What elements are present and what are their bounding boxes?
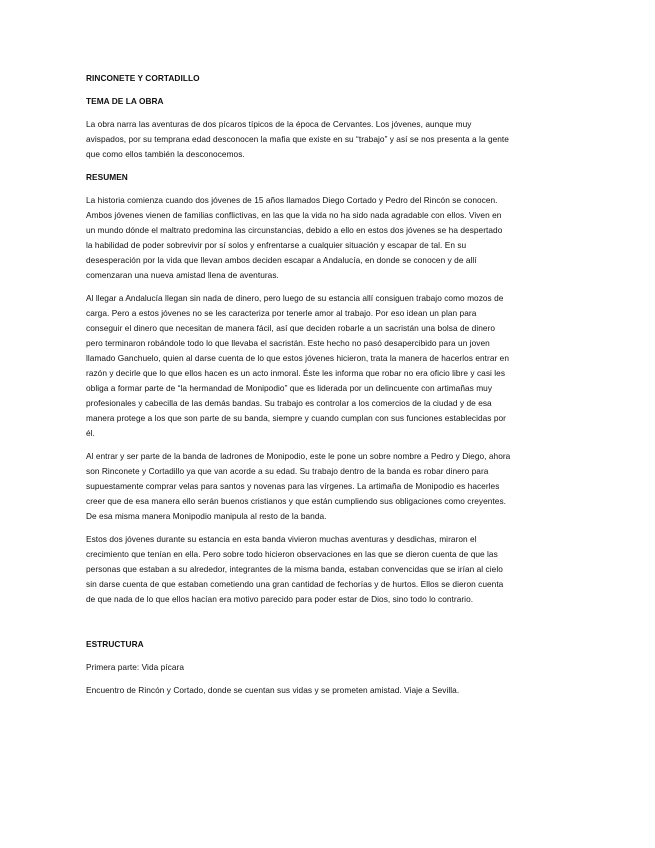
document-title: RINCONETE Y CORTADILLO — [86, 73, 200, 83]
section-spacer — [86, 615, 511, 637]
theme-heading: TEMA DE LA OBRA — [86, 96, 164, 106]
theme-paragraph: La obra narra las aventuras de dos pícaros típicos de la época de Cervantes. Los jóvenes, aunque muy avispados, por su temprana edad desconocen la mafia que existe en su “trabajo” y así se nos presenta a la gente que como ellos también la desconocemos. — [86, 119, 509, 159]
first-part-heading: Primera parte: Vida pícara — [86, 662, 184, 672]
summary-paragraph-4: Estos dos jóvenes durante su estancia en esta banda vivieron muchas aventuras y desdichas, miraron el crecimiento que tenían en ella. Pero sobre todo hicieron observaciones en las que se dieron cuenta de que las personas que estaban a su alrededor, integrantes de la misma banda, estaban convencidas que se irían al cielo sin darse cuenta de que estaban cometiendo una gran cantidad de fechorías y de hurtos. Ellos se dieron cuenta de que nada de lo que ellos hacían era motivo parecido para poder estar de Dios, sino todo lo contrario. — [86, 534, 504, 604]
summary-paragraph-3: Al entrar y ser parte de la banda de ladrones de Monipodio, este le pone un sobre nombre a Pedro y Diego, ahora son Rinconete y Cortadillo ya que van acorde a su edad. Su trabajo dentro de la banda es robar dinero para supuestamente comprar velas para santos y novenas para las vírgenes. La artimaña de Monipodio es hacerles creer que de esa manera ello serán buenos cristianos y que están cumpliendo sus obligaciones como creyentes. De esa misma manera Monipodio manipula al resto de la banda. — [86, 451, 511, 521]
structure-heading: ESTRUCTURA — [86, 639, 144, 649]
summary-paragraph-2: Al llegar a Andalucía llegan sin nada de dinero, pero luego de su estancia allí consiguen trabajo como mozos de carga. Pero a estos jóvenes no se les caracteriza por tenerle amor al trabajo. Por eso idean un plan para conseguir el dinero que necesitan de manera fácil, así que deciden robarle a un sacristán una bolsa de dinero pero terminaron robándole todo lo que llevaba el sacristán. Este hecho no pasó desapercibido para un joven llamado Ganchuelo, quien al darse cuenta de lo que estos jóvenes hicieron, trata la manera de hacerlos entrar en razón y decirle que lo que ellos hacen es un acto inmoral. Éste les informa que robar no era oficio libre y casi les obliga a formar parte de “la hermandad de Monipodio” que es liderada por un delincuente con artimañas muy profesionales y cabecilla de las demás bandas. Su trabajo es controlar a los comercios de la ciudad y de esa manera protege a los que son parte de su banda, siempre y cuando cumplan con sus funciones establecidas por él. — [86, 293, 510, 438]
summary-paragraph-1: La historia comienza cuando dos jóvenes de 15 años llamados Diego Cortado y Pedro del Rincón se conocen. Ambos jóvenes vienen de familias conflictivas, en las que la vida no ha sido nada agradable con ellos. Viven en un mundo dónde el maltrato predomina las circunstancias, debido a ello en estos dos jóvenes se ha despertado la habilidad de poder sobrevivir por sí solos y enfrentarse a cualquier situación y escapar de tal. En su desesperación por la vida que llevan ambos deciden escapar a Andalucía, en donde se conocen y de allí comenzaran una nueva amistad llena de aventuras. — [86, 195, 503, 280]
document-body — [86, 71, 511, 706]
summary-heading: RESUMEN — [86, 172, 128, 182]
first-part-paragraph: Encuentro de Rincón y Cortado, donde se cuentan sus vidas y se prometen amistad. Viaje a Sevilla. — [86, 685, 460, 695]
